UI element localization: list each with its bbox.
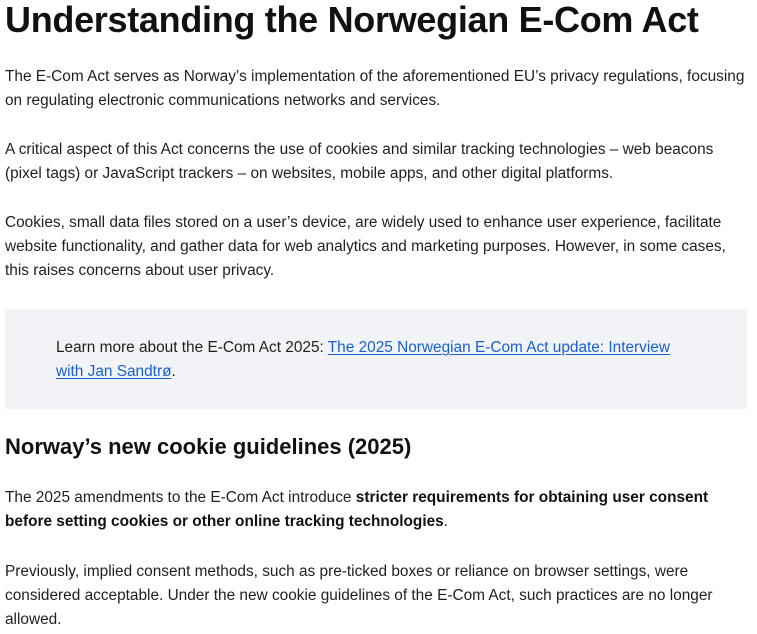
- callout-text: [56, 336, 696, 384]
- learn-more-callout: [5, 309, 747, 409]
- callout-suffix: .: [171, 363, 176, 380]
- section-heading: Norway’s new cookie guidelines (2025): [5, 434, 412, 459]
- tracking-paragraph: A critical aspect of this Act concerns the use of cookies and similar tracking technologies – web beacons (pixel tags) or JavaScript trackers – on websites, mobile apps, and other digital platforms.: [5, 141, 714, 182]
- implied-consent-paragraph: Previously, implied consent methods, such as pre-ticked boxes or reliance on browser settings, were considered acceptable. Under the new cookie guidelines of the E-Com Act, such practices are no longer allowed.: [5, 563, 713, 628]
- interview-link[interactable]: The 2025 Norwegian E-Com Act update: Interview with Jan Sandtrø: [56, 339, 670, 380]
- intro-paragraph: The E-Com Act serves as Norway’s implementation of the aforementioned EU’s privacy regulations, focusing on regulating electronic communications networks and services.: [5, 68, 745, 109]
- cookies-paragraph: Cookies, small data files stored on a user’s device, are widely used to enhance user experience, facilitate website functionality, and gather data for web analytics and marketing purposes. However, in some cases, this raises concerns about user privacy.: [5, 214, 726, 279]
- amendments-text-before: The 2025 amendments to the E-Com Act introduce: [5, 489, 356, 506]
- amendments-paragraph: [5, 486, 751, 534]
- amendments-highlight: stricter requirements for obtaining user consent before setting cookies or other online tracking technologies: [5, 489, 709, 530]
- callout-prefix: Learn more about the E-Com Act 2025:: [56, 339, 328, 356]
- page-title: Understanding the Norwegian E-Com Act: [5, 0, 699, 40]
- amendments-text-after: .: [443, 513, 448, 530]
